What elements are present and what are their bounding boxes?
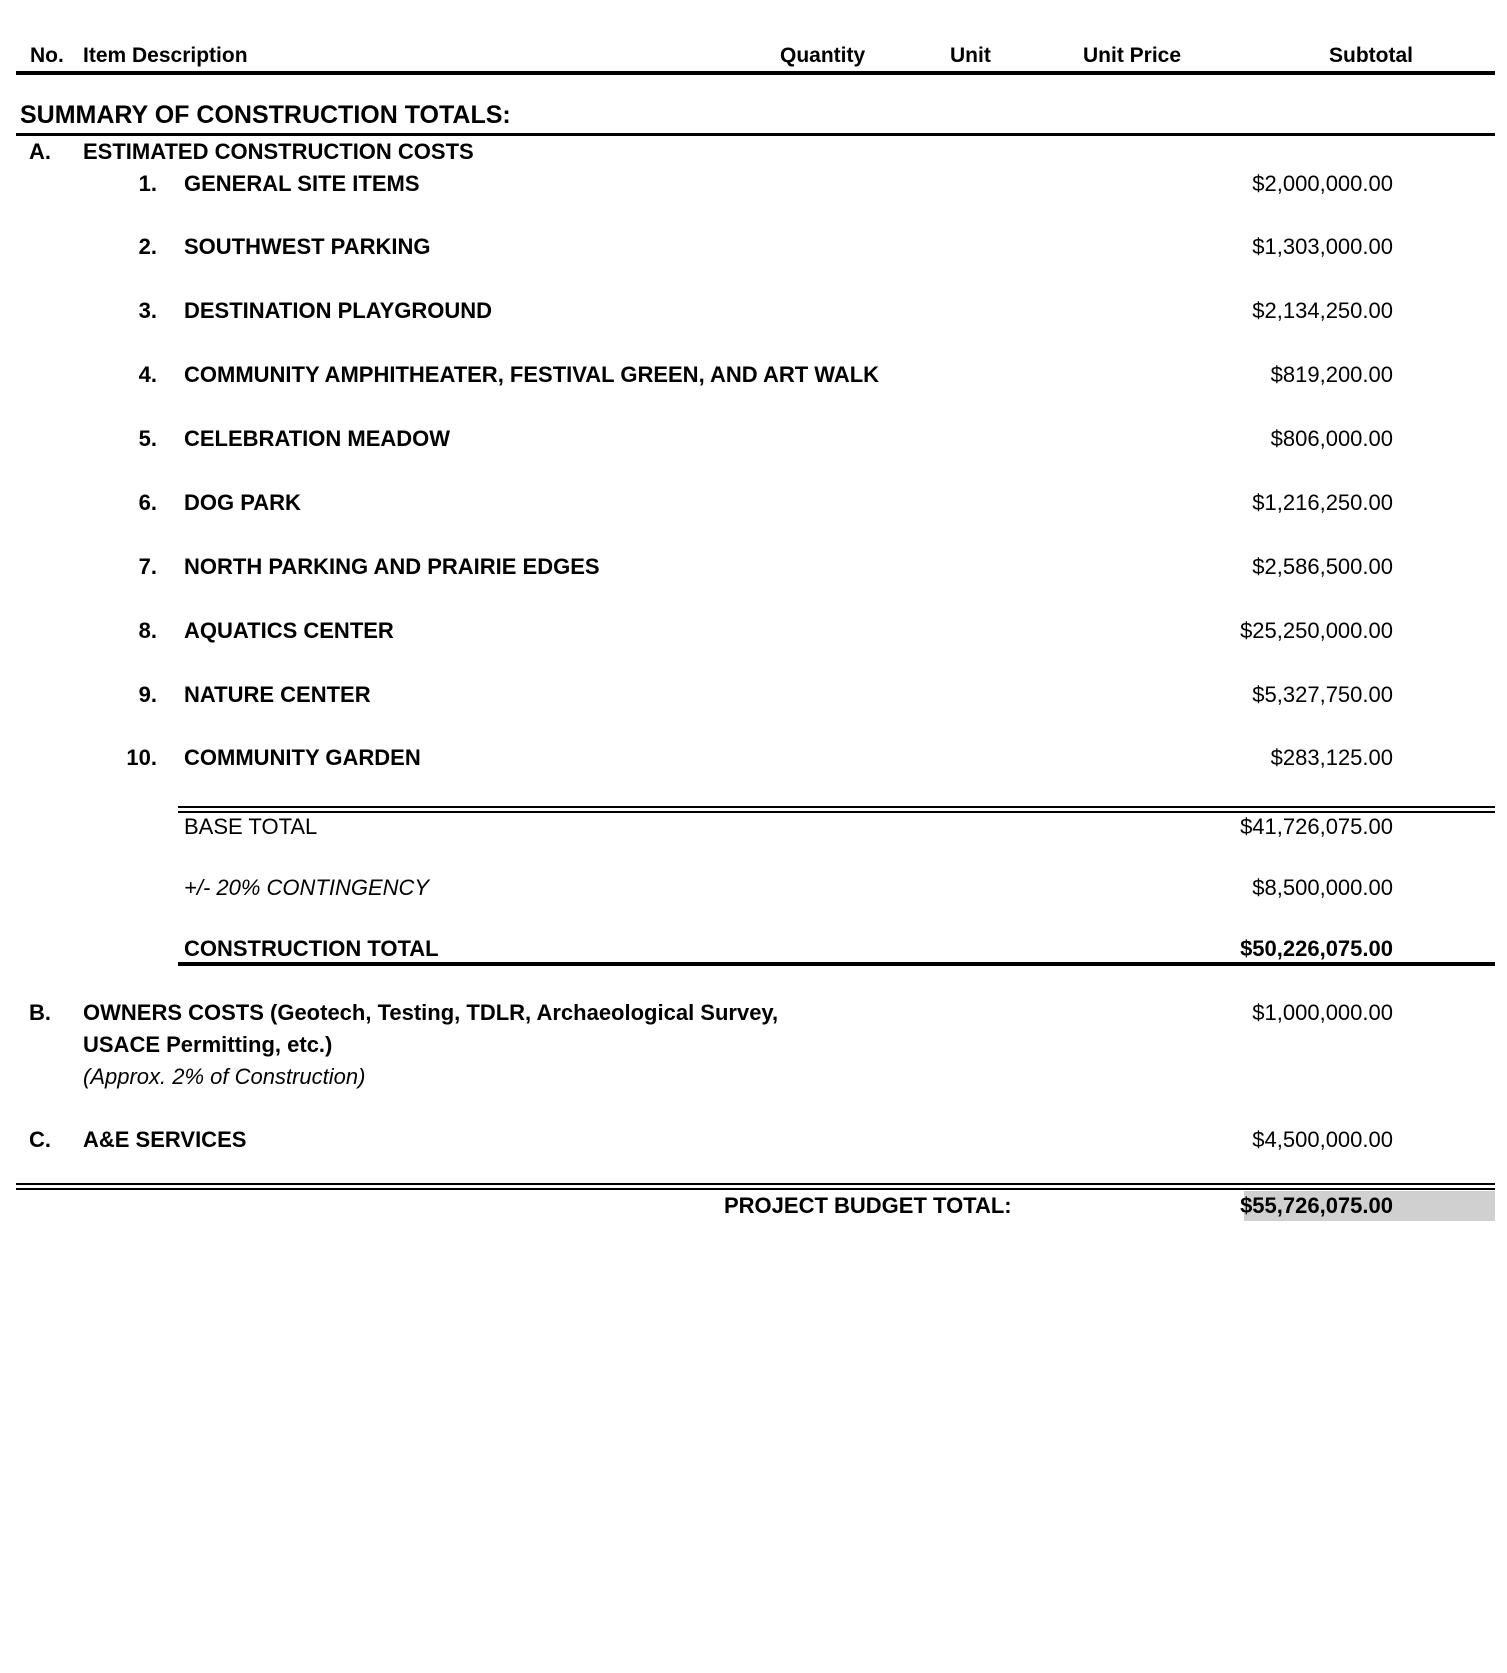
item-number: 3. — [138, 298, 157, 323]
item-label: NORTH PARKING AND PRAIRIE EDGES — [184, 554, 600, 579]
section-b-amount: $1,000,000.00 — [1252, 1000, 1393, 1025]
section-a-title: ESTIMATED CONSTRUCTION COSTS — [83, 139, 474, 164]
header-rule — [16, 71, 1495, 75]
header-no: No. — [30, 44, 64, 67]
section-b-line1: OWNERS COSTS (Geotech, Testing, TDLR, Archaeological Survey, — [83, 1000, 779, 1025]
item-label: NATURE CENTER — [184, 682, 371, 707]
item-amount: $819,200.00 — [1270, 362, 1393, 387]
construction-total-amount: $50,226,075.00 — [1240, 936, 1393, 961]
project-total-rule-bottom — [16, 1188, 1495, 1190]
header-item-description: Item Description — [83, 44, 248, 67]
summary-title: SUMMARY OF CONSTRUCTION TOTALS: — [20, 101, 511, 129]
item-label: DOG PARK — [184, 490, 301, 515]
project-total-rule-top — [16, 1183, 1495, 1185]
item-number: 5. — [138, 426, 157, 451]
item-amount: $2,134,250.00 — [1252, 298, 1393, 323]
item-number: 9. — [138, 682, 157, 707]
item-amount: $25,250,000.00 — [1240, 618, 1393, 643]
item-amount: $283,125.00 — [1270, 745, 1393, 770]
item-label: GENERAL SITE ITEMS — [184, 171, 420, 196]
base-total-rule-bottom — [178, 811, 1495, 813]
item-number: 2. — [138, 234, 157, 259]
project-total-amount: $55,726,075.00 — [1240, 1193, 1393, 1218]
item-label: AQUATICS CENTER — [184, 618, 394, 643]
item-label: SOUTHWEST PARKING — [184, 234, 431, 259]
section-b-letter: B. — [29, 1000, 51, 1025]
section-b-line2: USACE Permitting, etc.) — [83, 1032, 333, 1057]
contingency-label: +/- 20% CONTINGENCY — [184, 875, 430, 900]
contingency-amount: $8,500,000.00 — [1252, 875, 1393, 900]
item-number: 4. — [138, 362, 157, 387]
item-number: 8. — [138, 618, 157, 643]
item-number: 6. — [138, 490, 157, 515]
section-c-letter: C. — [29, 1127, 51, 1152]
section-c-title: A&E SERVICES — [83, 1127, 247, 1152]
item-amount: $5,327,750.00 — [1252, 682, 1393, 707]
base-total-label: BASE TOTAL — [184, 814, 318, 839]
header-quantity: Quantity — [780, 44, 866, 67]
item-number: 7. — [138, 554, 157, 579]
item-amount: $2,000,000.00 — [1252, 171, 1393, 196]
item-amount: $1,303,000.00 — [1252, 234, 1393, 259]
construction-total-rule — [178, 962, 1495, 966]
header-unit-price: Unit Price — [1083, 44, 1182, 67]
summary-rule — [16, 133, 1495, 136]
project-total-label: PROJECT BUDGET TOTAL: — [724, 1193, 1012, 1218]
item-label: COMMUNITY AMPHITHEATER, FESTIVAL GREEN, AND ART WALK — [184, 362, 880, 387]
base-total-amount: $41,726,075.00 — [1240, 814, 1393, 839]
item-amount: $806,000.00 — [1270, 426, 1393, 451]
construction-total-label: CONSTRUCTION TOTAL — [184, 936, 439, 961]
item-amount: $1,216,250.00 — [1252, 490, 1393, 515]
section-c-amount: $4,500,000.00 — [1252, 1127, 1393, 1152]
header-subtotal: Subtotal — [1329, 44, 1413, 67]
item-label: CELEBRATION MEADOW — [184, 426, 451, 451]
item-label: DESTINATION PLAYGROUND — [184, 298, 493, 323]
item-number: 10. — [126, 745, 157, 770]
item-number: 1. — [138, 171, 157, 196]
base-total-rule-top — [178, 806, 1495, 808]
section-b-note: (Approx. 2% of Construction) — [83, 1064, 366, 1089]
item-amount: $2,586,500.00 — [1252, 554, 1393, 579]
item-label: COMMUNITY GARDEN — [184, 745, 421, 770]
section-a-letter: A. — [29, 139, 51, 164]
header-unit: Unit — [950, 44, 991, 67]
